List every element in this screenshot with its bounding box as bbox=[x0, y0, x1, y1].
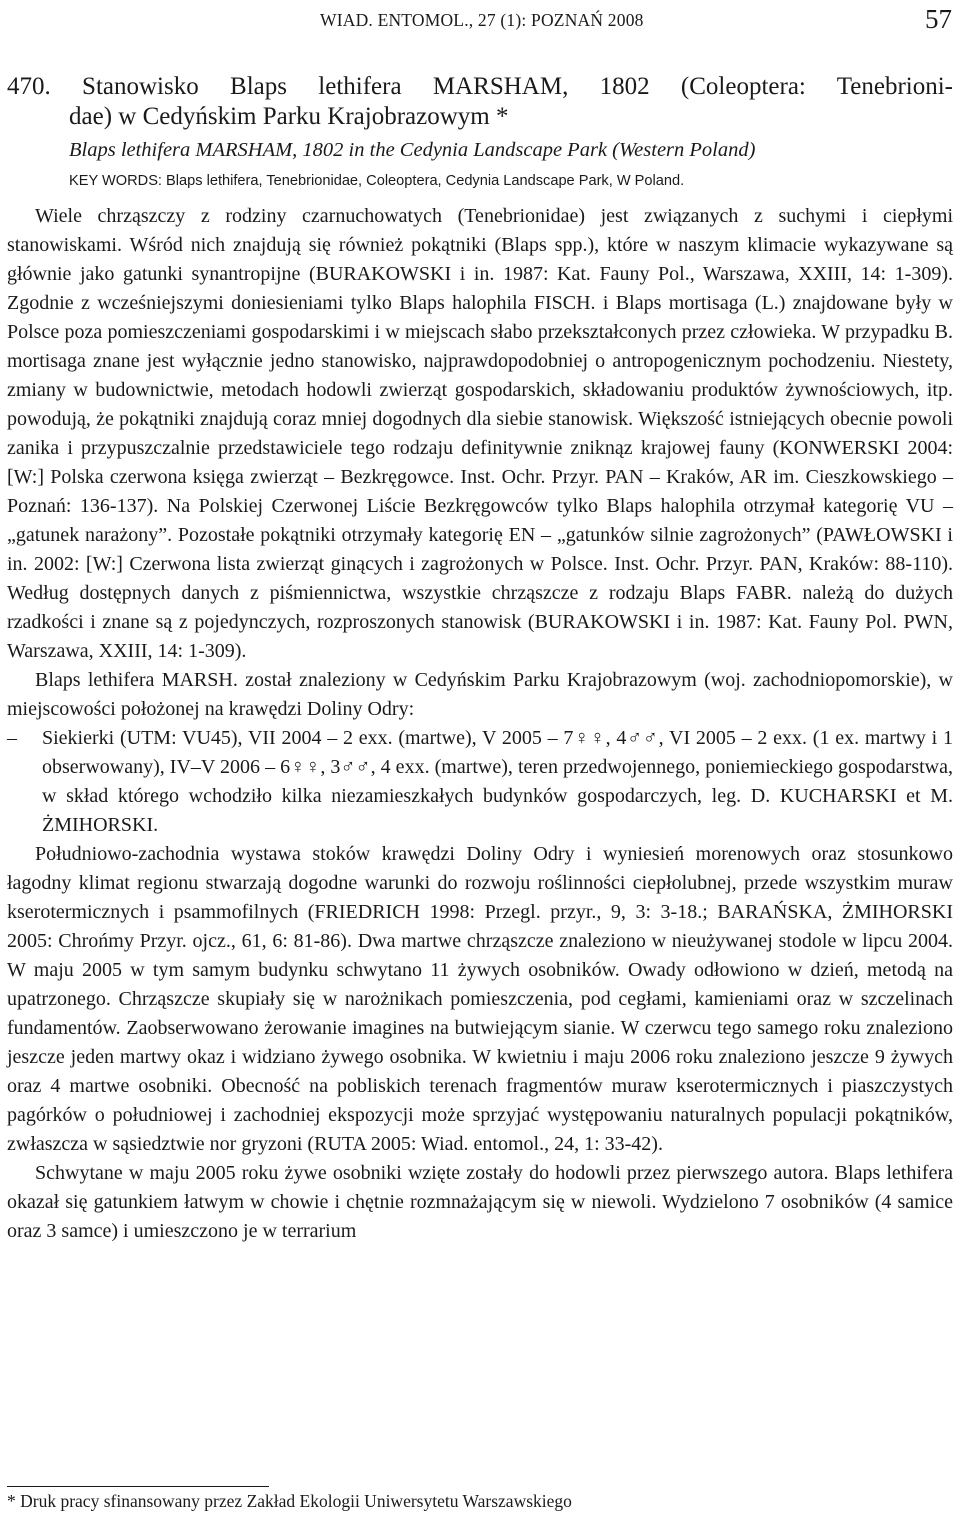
page-number: 57 bbox=[925, 4, 952, 34]
article-title-line-2: dae) w Cedyńskim Parku Krajobrazowym * bbox=[69, 103, 509, 130]
footnote: * Druk pracy sfinansowany przez Zakład Ekologii Uniwersytetu Warszawskiego bbox=[7, 1491, 572, 1511]
paragraph-breeding: Schwytane w maju 2005 roku żywe osobniki wzięte zostały do hodowli przez pierwszego autora. Blaps lethifera okazał się gatunkiem łatwym w chowie i chętnie rozmnażającym się w niewoli. Wydzielono 7 osobników (4 samice oraz 3 samce) i umieszczono je w terrarium bbox=[7, 1162, 953, 1242]
article-title-line-1: 470. Stanowisko Blaps lethifera MARSHAM, 1802 (Coleoptera: Tenebrioni- bbox=[7, 73, 953, 100]
english-title-text: Blaps lethifera MARSHAM, 1802 in the Cedynia Landscape Park (Western Poland) bbox=[69, 139, 756, 161]
journal-citation: WIAD. ENTOMOL., 27 (1): POZNAŃ 2008 bbox=[320, 10, 644, 30]
list-dash: – bbox=[7, 727, 17, 749]
locality-list-item-text: Siekierki (UTM: VU45), VII 2004 – 2 exx. (martwe), V 2005 – 7♀♀, 4♂♂, VI 2005 – 2 exx. (1 ex. martwy i 1 obserwowany), IV–V 2006 – 6♀♀, 3♂♂, 4 exx. (martwe), teren przedwojennego, poniemieckiego gospodarstwa, w skład którego wchodziło kilka niezamieszkałych budynków gospodarczych, leg. D. KUCHARSKI et M. ŻMIHORSKI. bbox=[42, 727, 953, 836]
paragraph-intro: Wiele chrząszczy z rodziny czarnuchowatych (Tenebrionidae) jest związanych z suchymi i ciepłymi stanowiskami. Wśród nich znajdują się również pokątniki (Blaps spp.), które w naszym klimacie wykazywane są głównie jako gatunki synantropijne (BURAKOWSKI i in. 1987: Kat. Fauny Pol., Warszawa, XXIII, 14: 1-309). Zgodnie z wcześniejszymi doniesieniami tylko Blaps halophila FISCH. i Blaps mortisaga (L.) znajdowane były w Polsce poza pomieszczeniami gospodarskimi i w miejscach słabo przekształconych przez człowieka. W przypadku B. mortisaga znane jest wyłącznie jedno stanowisko, najprawdopodobniej o antropogenicznym pochodzeniu. Niestety, zmiany w budownictwie, metodach hodowli zwierząt gospodarskich, składowaniu produktów żywnościowych, itp. powodują, że pokątniki znajdują coraz mniej dogodnych dla siebie stanowisk. Większość istniejących obecnie powoli zanika i przypuszczalnie przedstawiciele tego rodzaju definitywnie zniknąz krajowej fauny (KONWERSKI 2004: [W:] Polska czerwona księga zwierząt – Bezkręgowce. Inst. Ochr. Przyr. PAN – Kraków, AR im. Cieszkowskiego – Poznań: 136-137). Na Polskiej Czerwonej Liście Bezkręgowców tylko Blaps halophila otrzymał kategorię VU – „gatunek narażony”. Pozostałe pokątniki otrzymały kategorię EN – „gatunków silnie zagrożonych” (PAWŁOWSKI i in. 2002: [W:] Czerwona lista zwierząt ginących i zagrożonych w Polsce. Inst. Ochr. Przyr. PAN, Kraków: 88-110). Według dostępnych danych z piśmiennictwa, wszystkie chrząszcze z rodzaju Blaps FABR. należą do dużych rzadkości i znane są z pojedynczych, rozproszonych stanowisk (BURAKOWSKI i in. 1987: Kat. Fauny Pol. PWN, Warszawa, XXIII, 14: 1-309). bbox=[7, 205, 953, 662]
key-words: KEY WORDS: Blaps lethifera, Tenebrionidae, Coleoptera, Cedynia Landscape Park, W Poland. bbox=[69, 173, 685, 189]
footnote-divider bbox=[7, 1486, 269, 1487]
locality-list-item bbox=[7, 724, 953, 840]
paragraph-habitat: Południowo-zachodnia wystawa stoków krawędzi Doliny Odry i wyniesień morenowych oraz stosunkowo łagodny klimat regionu stwarzają dogodne warunki do rozwoju roślinności ciepłolubnej, przede wszystkim muraw kserotermicznych i psammofilnych (FRIEDRICH 1998: Przegl. przyr., 9, 3: 3-18.; BARAŃSKA, ŻMIHORSKI 2005: Chrońmy Przyr. ojcz., 61, 6: 81-86). Dwa martwe chrząszcze znaleziono w nieużywanej stodole w lipcu 2004. W maju 2005 w tym samym budynku schwytano 11 żywych osobników. Owady odłowiono w dzień, metodą na upatrzonego. Chrząszcze skupiały się w narożnikach pomieszczenia, pod cegłami, kamieniami oraz w szczelinach fundamentów. Zaobserwowano żerowanie imagines na butwiejącym sianie. W czerwcu tego samego roku znaleziono jeszcze jeden martwy okaz i widziano żywego osobnika. W kwietniu i maju 2006 roku znaleziono jeszcze 9 żywych oraz 4 martwe osobniki. Obecność na pobliskich terenach fragmentów muraw kserotermicznych i piaszczystych pagórków o południowej i zachodniej ekspozycji może sprzyjać występowaniu naturalnych populacji pokątników, zwłaszcza w sąsiedztwie nor gryzoni (RUTA 2005: Wiad. entomol., 24, 1: 33-42). bbox=[7, 843, 953, 1155]
paragraph-locality-intro: Blaps lethifera MARSH. został znaleziony w Cedyńskim Parku Krajobrazowym (woj. zachodniopomorskie), w miejscowości położonej na krawędzi Doliny Odry: bbox=[7, 669, 953, 720]
running-header bbox=[320, 4, 952, 40]
article-title bbox=[7, 72, 953, 132]
article-body bbox=[7, 72, 953, 1246]
english-title bbox=[69, 136, 953, 165]
